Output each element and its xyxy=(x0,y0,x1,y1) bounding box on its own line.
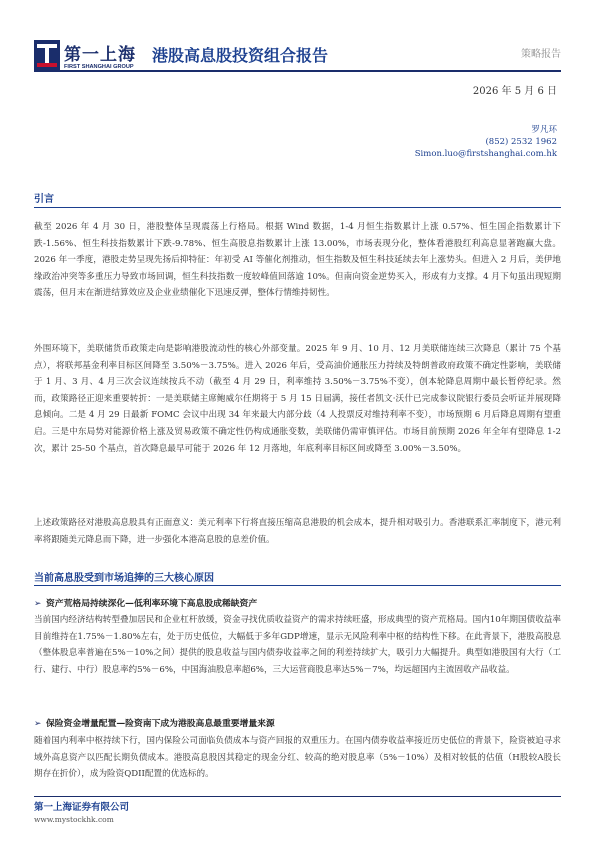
first-shanghai-logo-icon xyxy=(34,40,60,70)
arrow-bullet-icon: ➢ xyxy=(34,719,42,729)
reason-1-paragraph: 当前国内经济结构转型叠加居民和企业杠杆放缓，资金寻找优质收益资产的需求持续旺盛，形成典型的资产荒格局。国内10年期国债收益率目前维持在1.75%－1.80%左右，处于历史低位，大幅低于多年GDP增速，显示无风险利率中枢的结构性下移。在此背景下，港股高股息（整体股息率普遍在5%－10%之间）提供的股息收益与国内债券收益率之间的利差持续扩大，吸引力大幅提升。典型如港股国有大行（工行、建行、中行）股息率约5%－6%，中国海油股息率超6%，三大运营商股息率达5%－7%，均远超国内主流固收产品收益。 xyxy=(34,615,561,675)
reasons-divider xyxy=(34,585,561,586)
logo-english-text: FIRST SHANGHAI GROUP xyxy=(64,64,134,70)
intro-heading: 引言 xyxy=(34,194,54,205)
footer-website-link[interactable]: www.mystockhk.com xyxy=(34,815,114,824)
arrow-bullet-icon: ➢ xyxy=(34,599,42,609)
intro-paragraph-3: 上述政策路径对港股高息股具有正面意义：美元利率下行将直接压缩高息港股的机会成本，提升相对吸引力。香港联系汇率制度下，港元利率将跟随美元降息而下降，进一步强化本港高息股的息差价值。 xyxy=(34,518,561,545)
author-email[interactable]: Simon.luo@firstshanghai.com.hk xyxy=(414,149,557,159)
intro-paragraph-2: 外围环境下，美联储货币政策走向是影响港股流动性的核心外部变量。2025 年 9 月、10 月、12 月美联储连续三次降息（累计 75 个基点），将联邦基金利率目标区间降至 3.50%－3.75%。进入 2026 年后，受高油价通胀压力持续及特朗普政府政策不确定性影响，美联储于 1 月、3 月、4 月三次会议连续按兵不动（截至 4 月 29 日，利率维持 3.50%－3.75%不变），创本轮降息周期中最长暂停纪录。然而，政策路径正迎来重要转折：一是美联储主席鲍威尔任期将于 5 月 15 日届满，接任者凯文·沃什已完成参议院银行委员会听证并展现降息倾向。二是 4 月 29 日最新 FOMC 会议中出现 34 年来最大内部分歧（4 人投票反对维持利率不变），市场预期 6 月后降息周期有望重启。三是中东局势对能源价格上涨及贸易政策不确定性仍构成通胀变数，美联储仍需审慎评估。市场目前预期 2026 年全年有望降息 1-2 次，累计 25-50 个基点，首次降息最早可能于 2026 年 12 月落地，年底利率目标区间或降至 3.00%－3.50%。 xyxy=(34,344,561,454)
reason-2-heading xyxy=(34,716,275,729)
author-name: 罗凡环 xyxy=(531,125,557,135)
header-divider xyxy=(34,70,561,72)
report-type-label: 策略报告 xyxy=(521,49,561,60)
intro-divider xyxy=(34,207,561,208)
report-date: 2026 年 5 月 6 日 xyxy=(472,86,557,97)
footer-divider xyxy=(34,796,561,797)
report-title: 港股高息股投资组合报告 xyxy=(152,46,329,65)
intro-paragraph-1: 截至 2026 年 4 月 30 日，港股整体呈现震荡上行格局。根据 Wind 数据，1-4 月恒生指数累计上涨 0.57%、恒生国企指数累计下跌-1.56%、恒生科技指数累计下跌-9.78%、恒生高股息指数累计上涨 13.00%，市场表现分化，整体看港股红利高息显著跑赢大盘。2026 年一季度，港股走势呈现先扬后抑特征：年初受 AI 等催化剂推动，恒生指数及恒生科技延续去年上涨势头。但进入 2 月后，美伊地缘政治冲突等多重压力导致市场回调，恒生科技指数一度较峰值回落逾 10%。但南向资金逆势买入，形成有力支撑。4 月下旬虽出现短期震荡，但月末在渐进结算效应及企业业绩催化下迅速反弹，整体行情维持韧性。 xyxy=(34,222,561,299)
reason-2-paragraph: 随着国内利率中枢持续下行，国内保险公司面临负债成本与资产回报的双重压力。在国内债券收益率接近历史低位的背景下，险资被迫寻求域外高息资产以匹配长期负债成本。港股高息股因其稳定的现金分红、较高的绝对股息率（5%－10%）及相对较低的估值（H股较A股长期存在折价），成为险资QDII配置的优选标的。 xyxy=(34,736,561,780)
reason-1-heading xyxy=(34,596,257,609)
reasons-heading: 当前高息股受到市场追捧的三大核心原因 xyxy=(34,573,214,584)
author-block xyxy=(415,124,557,160)
footer-company-name: 第一上海证券有限公司 xyxy=(34,802,130,813)
author-phone: (852) 2532 1962 xyxy=(485,137,557,147)
logo-chinese-text: 第一上海 xyxy=(64,45,136,65)
reason-2-title: 保险资金增量配置—险资南下成为港股高息最重要增量来源 xyxy=(46,719,275,729)
reason-1-title: 资产荒格局持续深化—低利率环境下高息股成稀缺资产 xyxy=(46,599,258,609)
